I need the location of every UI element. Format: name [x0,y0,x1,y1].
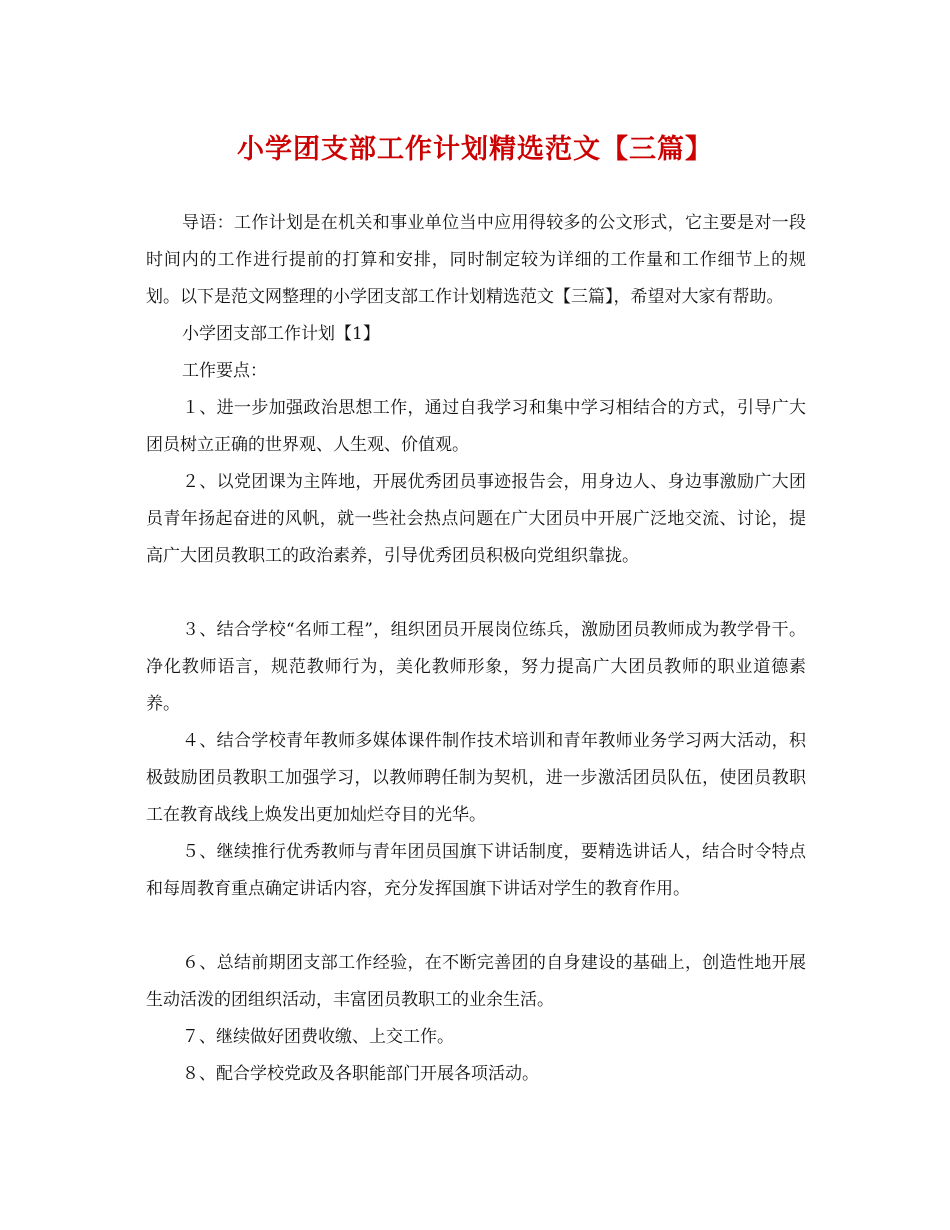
subheading: 工作要点： [182,361,267,381]
point-item: ６、总结前期团支部工作经验，在不断完善团的自身建设的基础上，创造性地开展生动活泼的团组织活动，丰富团员教职工的业余生活。 [146,953,806,1010]
point-item: ７、继续做好团费收缴、上交工作。 [182,1027,454,1047]
document-title: 小学团支部工作计划精选范文【三篇】 [237,134,713,165]
point-item: ８、配合学校党政及各职能部门开展各项活动。 [182,1064,539,1084]
point-item: ２、以党团课为主阵地，开展优秀团员事迹报告会，用身边人、身边事激励广大团员青年扬起奋进的风帆，就一些社会热点问题在广大团员中开展广泛地交流、讨论，提高广大团员教职工的政治素养，引导优秀团员积极向党组织靠拢。 [146,472,806,566]
point-item: ５、继续推行优秀教师与青年团员国旗下讲话制度，要精选讲话人，结合时令特点和每周教育重点确定讲话内容，充分发挥国旗下讲话对学生的教育作用。 [146,842,806,899]
intro-paragraph: 导语：工作计划是在机关和事业单位当中应用得较多的公文形式，它主要是对一段时间内的工作进行提前的打算和安排，同时制定较为详细的工作量和工作细节上的规划。以下是范文网整理的小学团支部工作计划精选范文【三篇】，希望对大家有帮助。 [146,213,806,307]
section-heading: 小学团支部工作计划【1】 [182,324,380,344]
point-item: ３、结合学校“名师工程”，组织团员开展岗位练兵，激励团员教师成为教学骨干。净化教师语言，规范教师行为，美化教师形象，努力提高广大团员教师的职业道德素养。 [146,620,806,714]
point-item: １、进一步加强政治思想工作，通过自我学习和集中学习相结合的方式，引导广大团员树立正确的世界观、人生观、价值观。 [146,398,806,455]
point-item: ４、结合学校青年教师多媒体课件制作技术培训和青年教师业务学习两大活动，积极鼓励团员教职工加强学习，以教师聘任制为契机，进一步激活团员队伍，使团员教职工在教育战线上焕发出更加灿烂夺目的光华。 [146,731,806,825]
document-body [146,205,806,1093]
